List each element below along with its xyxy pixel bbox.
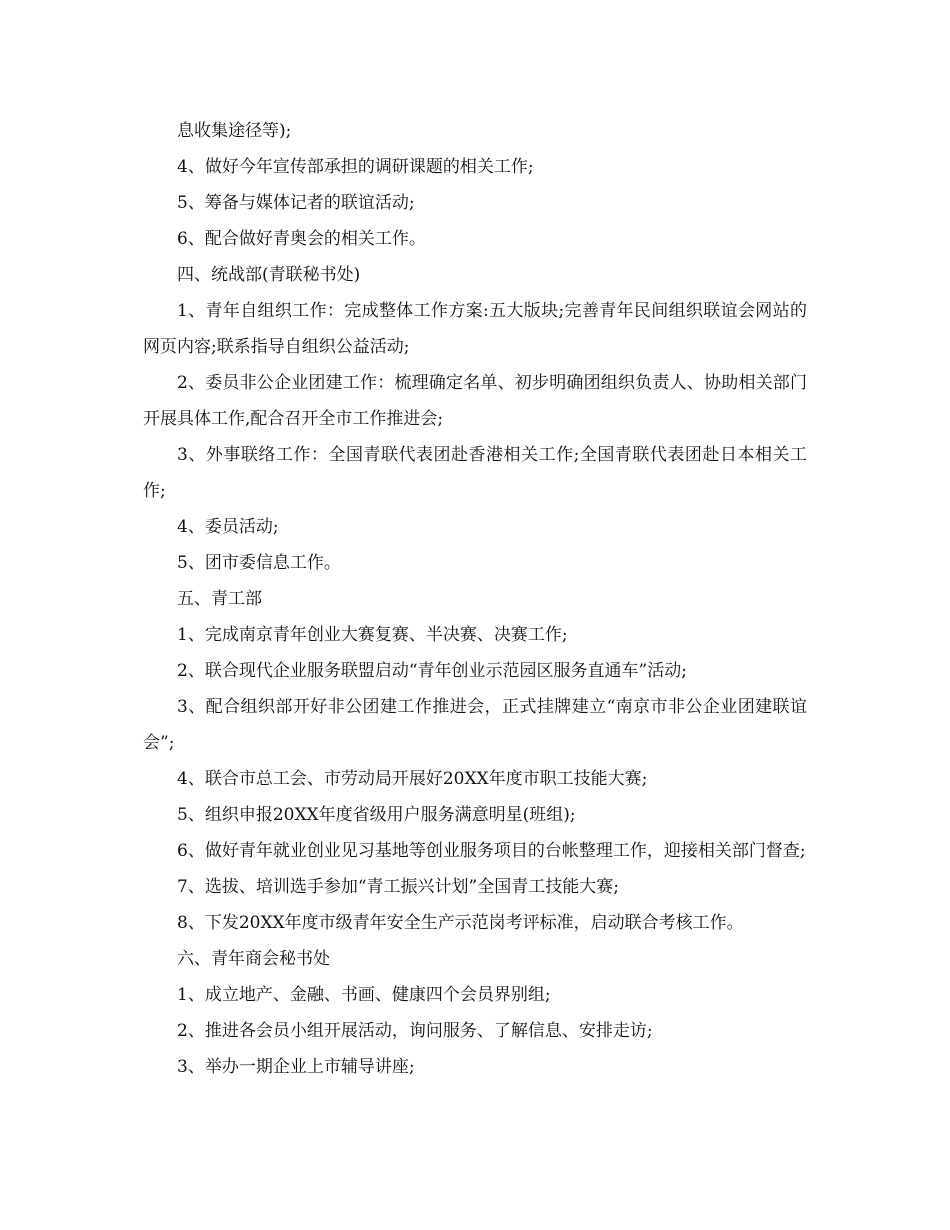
paragraph: 4、委员活动;: [177, 517, 279, 537]
paragraph: 7、选拔、培训选手参加“青工振兴计划”全国青工技能大赛;: [177, 877, 619, 897]
paragraph: 2、委员非公企业团建工作：梳理确定名单、初步明确团组织负责人、协助相关部门开展具体工作,配合召开全市工作推进会;: [143, 373, 807, 429]
document-body: [143, 113, 807, 1085]
paragraph: 1、完成南京青年创业大赛复赛、半决赛、决赛工作;: [177, 625, 568, 645]
paragraph: 5、组织申报20XX年度省级用户服务满意明星(班组);: [177, 805, 576, 825]
paragraph: 4、做好今年宣传部承担的调研课题的相关工作;: [177, 157, 534, 177]
paragraph: 3、举办一期企业上市辅导讲座;: [177, 1057, 415, 1077]
paragraph: 6、配合做好青奥会的相关工作。: [177, 229, 426, 249]
paragraph: 8、下发20XX年度市级青年安全生产示范岗考评标准，启动联合考核工作。: [177, 913, 744, 933]
section-heading: 四、统战部(青联秘书处): [177, 265, 361, 285]
paragraph: 3、配合组织部开好非公团建工作推进会，正式挂牌建立“南京市非公企业团建联谊会”;: [143, 697, 807, 753]
section-heading: 六、青年商会秘书处: [177, 949, 330, 969]
paragraph: 2、联合现代企业服务联盟启动“青年创业示范园区服务直通车”活动;: [177, 661, 687, 681]
paragraph: 1、青年自组织工作：完成整体工作方案:五大版块;完善青年民间组织联谊会网站的网页内容;联系指导自组织公益活动;: [143, 301, 807, 357]
paragraph: 5、团市委信息工作。: [177, 553, 341, 573]
paragraph: 6、做好青年就业创业见习基地等创业服务项目的台帐整理工作，迎接相关部门督查;: [177, 841, 806, 861]
section-heading: 五、青工部: [177, 589, 262, 609]
paragraph: 1、成立地产、金融、书画、健康四个会员界别组;: [177, 985, 551, 1005]
paragraph-continuation: 息收集途径等);: [177, 121, 292, 141]
paragraph: 5、筹备与媒体记者的联谊活动;: [177, 193, 415, 213]
paragraph: 3、外事联络工作：全国青联代表团赴香港相关工作;全国青联代表团赴日本相关工作;: [143, 445, 807, 501]
paragraph: 4、联合市总工会、市劳动局开展好20XX年度市职工技能大赛;: [177, 769, 648, 789]
paragraph: 2、推进各会员小组开展活动，询问服务、了解信息、安排走访;: [177, 1021, 653, 1041]
